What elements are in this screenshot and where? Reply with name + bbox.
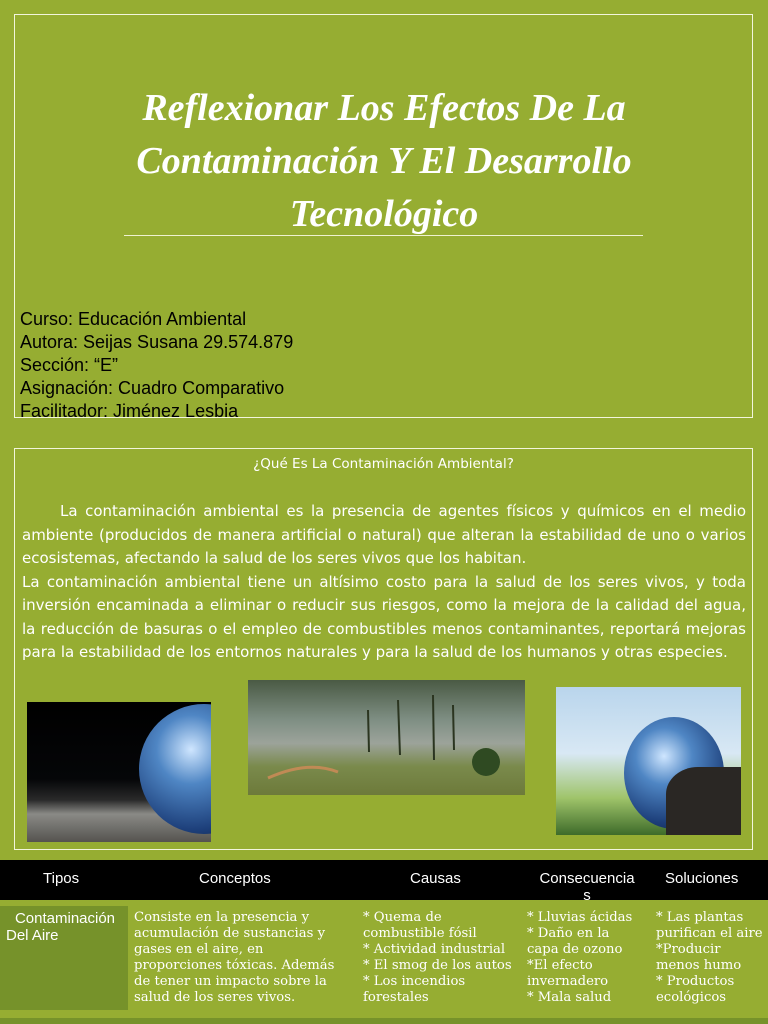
header-conceptos: Conceptos bbox=[199, 870, 271, 887]
header-causas: Causas bbox=[410, 870, 461, 887]
consecuencia-line: * Lluvias ácidas bbox=[527, 910, 633, 925]
row-consecuencias-cell bbox=[527, 910, 632, 1006]
title-line-3: Tecnológico bbox=[289, 193, 479, 235]
paragraph-2: La contaminación ambiental tiene un altísimo costo para la salud de los seres vivos, y toda inversión encaminada a eliminar o reducir sus riesgos, como la mejora de la calidad del agua, la reducción de basuras o el empleo de combustibles menos contaminantes, reportará mejoras para la estabilidad de los entornos naturales y para la salud de los humanos y otras especies. bbox=[22, 572, 746, 661]
concepto-line: acumulación de sustancias y bbox=[134, 926, 326, 941]
concepto-line: salud de los seres vivos. bbox=[134, 990, 296, 1005]
info-facilitador: Facilitador: Jiménez Lesbia bbox=[20, 401, 239, 421]
earth-pollution-image bbox=[27, 702, 211, 842]
table-header-row bbox=[0, 860, 768, 904]
comparative-table bbox=[0, 860, 768, 1010]
row-concepto-cell bbox=[134, 910, 334, 1006]
consecuencia-line: * Daño en la bbox=[527, 926, 610, 941]
consecuencia-line: *El efecto bbox=[527, 958, 593, 973]
solucion-line: *Producir bbox=[656, 942, 721, 957]
concepto-line: de tener un impacto sobre la bbox=[134, 974, 327, 989]
concepto-line: gases en el aire, en bbox=[134, 942, 264, 957]
consecuencia-line: * Mala salud bbox=[527, 990, 612, 1005]
consecuencia-line: capa de ozono bbox=[527, 942, 623, 957]
concepto-line: proporciones tóxicas. Además bbox=[134, 958, 335, 973]
solucion-line: * Las plantas bbox=[656, 910, 744, 925]
solucion-line: * Productos bbox=[656, 974, 735, 989]
causa-line: combustible fósil bbox=[363, 926, 477, 941]
header-tipos: Tipos bbox=[43, 870, 80, 887]
paragraph-1: La contaminación ambiental es la presencia de agentes físicos y químicos en el medio ambiente (producidos de manera artificial o natural) que alteran la estabilidad de uno o varios ecosistemas, afectando la salud de los seres vivos que los habitan. bbox=[22, 502, 746, 567]
causa-line: forestales bbox=[363, 990, 429, 1005]
title-divider bbox=[124, 235, 643, 236]
causa-line: * El smog de los autos bbox=[363, 958, 512, 973]
row-type-line2: Del Aire bbox=[6, 927, 59, 944]
solucion-line: ecológicos bbox=[656, 990, 727, 1005]
table-next-row-edge bbox=[0, 1018, 768, 1024]
earth-in-hands-image bbox=[556, 687, 741, 835]
header-consecuencias bbox=[532, 870, 642, 904]
info-autora: Autora: Seijas Susana 29.574.879 bbox=[20, 332, 294, 352]
causa-line: * Los incendios bbox=[363, 974, 466, 989]
row-causas-cell bbox=[363, 910, 512, 1006]
title-line-2: Contaminación Y El Desarrollo bbox=[136, 140, 632, 182]
info-seccion: Sección: “E” bbox=[20, 355, 119, 375]
page-title bbox=[30, 82, 738, 241]
row-soluciones-cell bbox=[656, 910, 763, 1006]
info-curso: Curso: Educación Ambiental bbox=[20, 309, 247, 329]
header-consecuencias-line2: s bbox=[583, 887, 591, 904]
solucion-line: purifican el aire bbox=[656, 926, 763, 941]
title-line-1: Reflexionar Los Efectos De La bbox=[142, 87, 626, 129]
concepto-line: Consiste en la presencia y bbox=[134, 910, 310, 925]
info-asignacion: Asignación: Cuadro Comparativo bbox=[20, 378, 285, 398]
row-type-cell bbox=[0, 906, 128, 1010]
definition-paragraph bbox=[22, 500, 746, 665]
row-type-line1: Contaminación bbox=[14, 910, 116, 927]
solucion-line: menos humo bbox=[656, 958, 742, 973]
section-question: ¿Qué Es La Contaminación Ambiental? bbox=[253, 456, 514, 472]
causa-line: * Actividad industrial bbox=[363, 942, 506, 957]
header-soluciones: Soluciones bbox=[665, 870, 739, 887]
header-consecuencias-line1: Consecuencia bbox=[539, 870, 635, 887]
causa-line: * Quema de bbox=[363, 910, 442, 925]
info-block bbox=[20, 308, 293, 423]
consecuencia-line: invernadero bbox=[527, 974, 609, 989]
deforestation-image bbox=[248, 680, 525, 795]
table-row bbox=[0, 906, 768, 1010]
